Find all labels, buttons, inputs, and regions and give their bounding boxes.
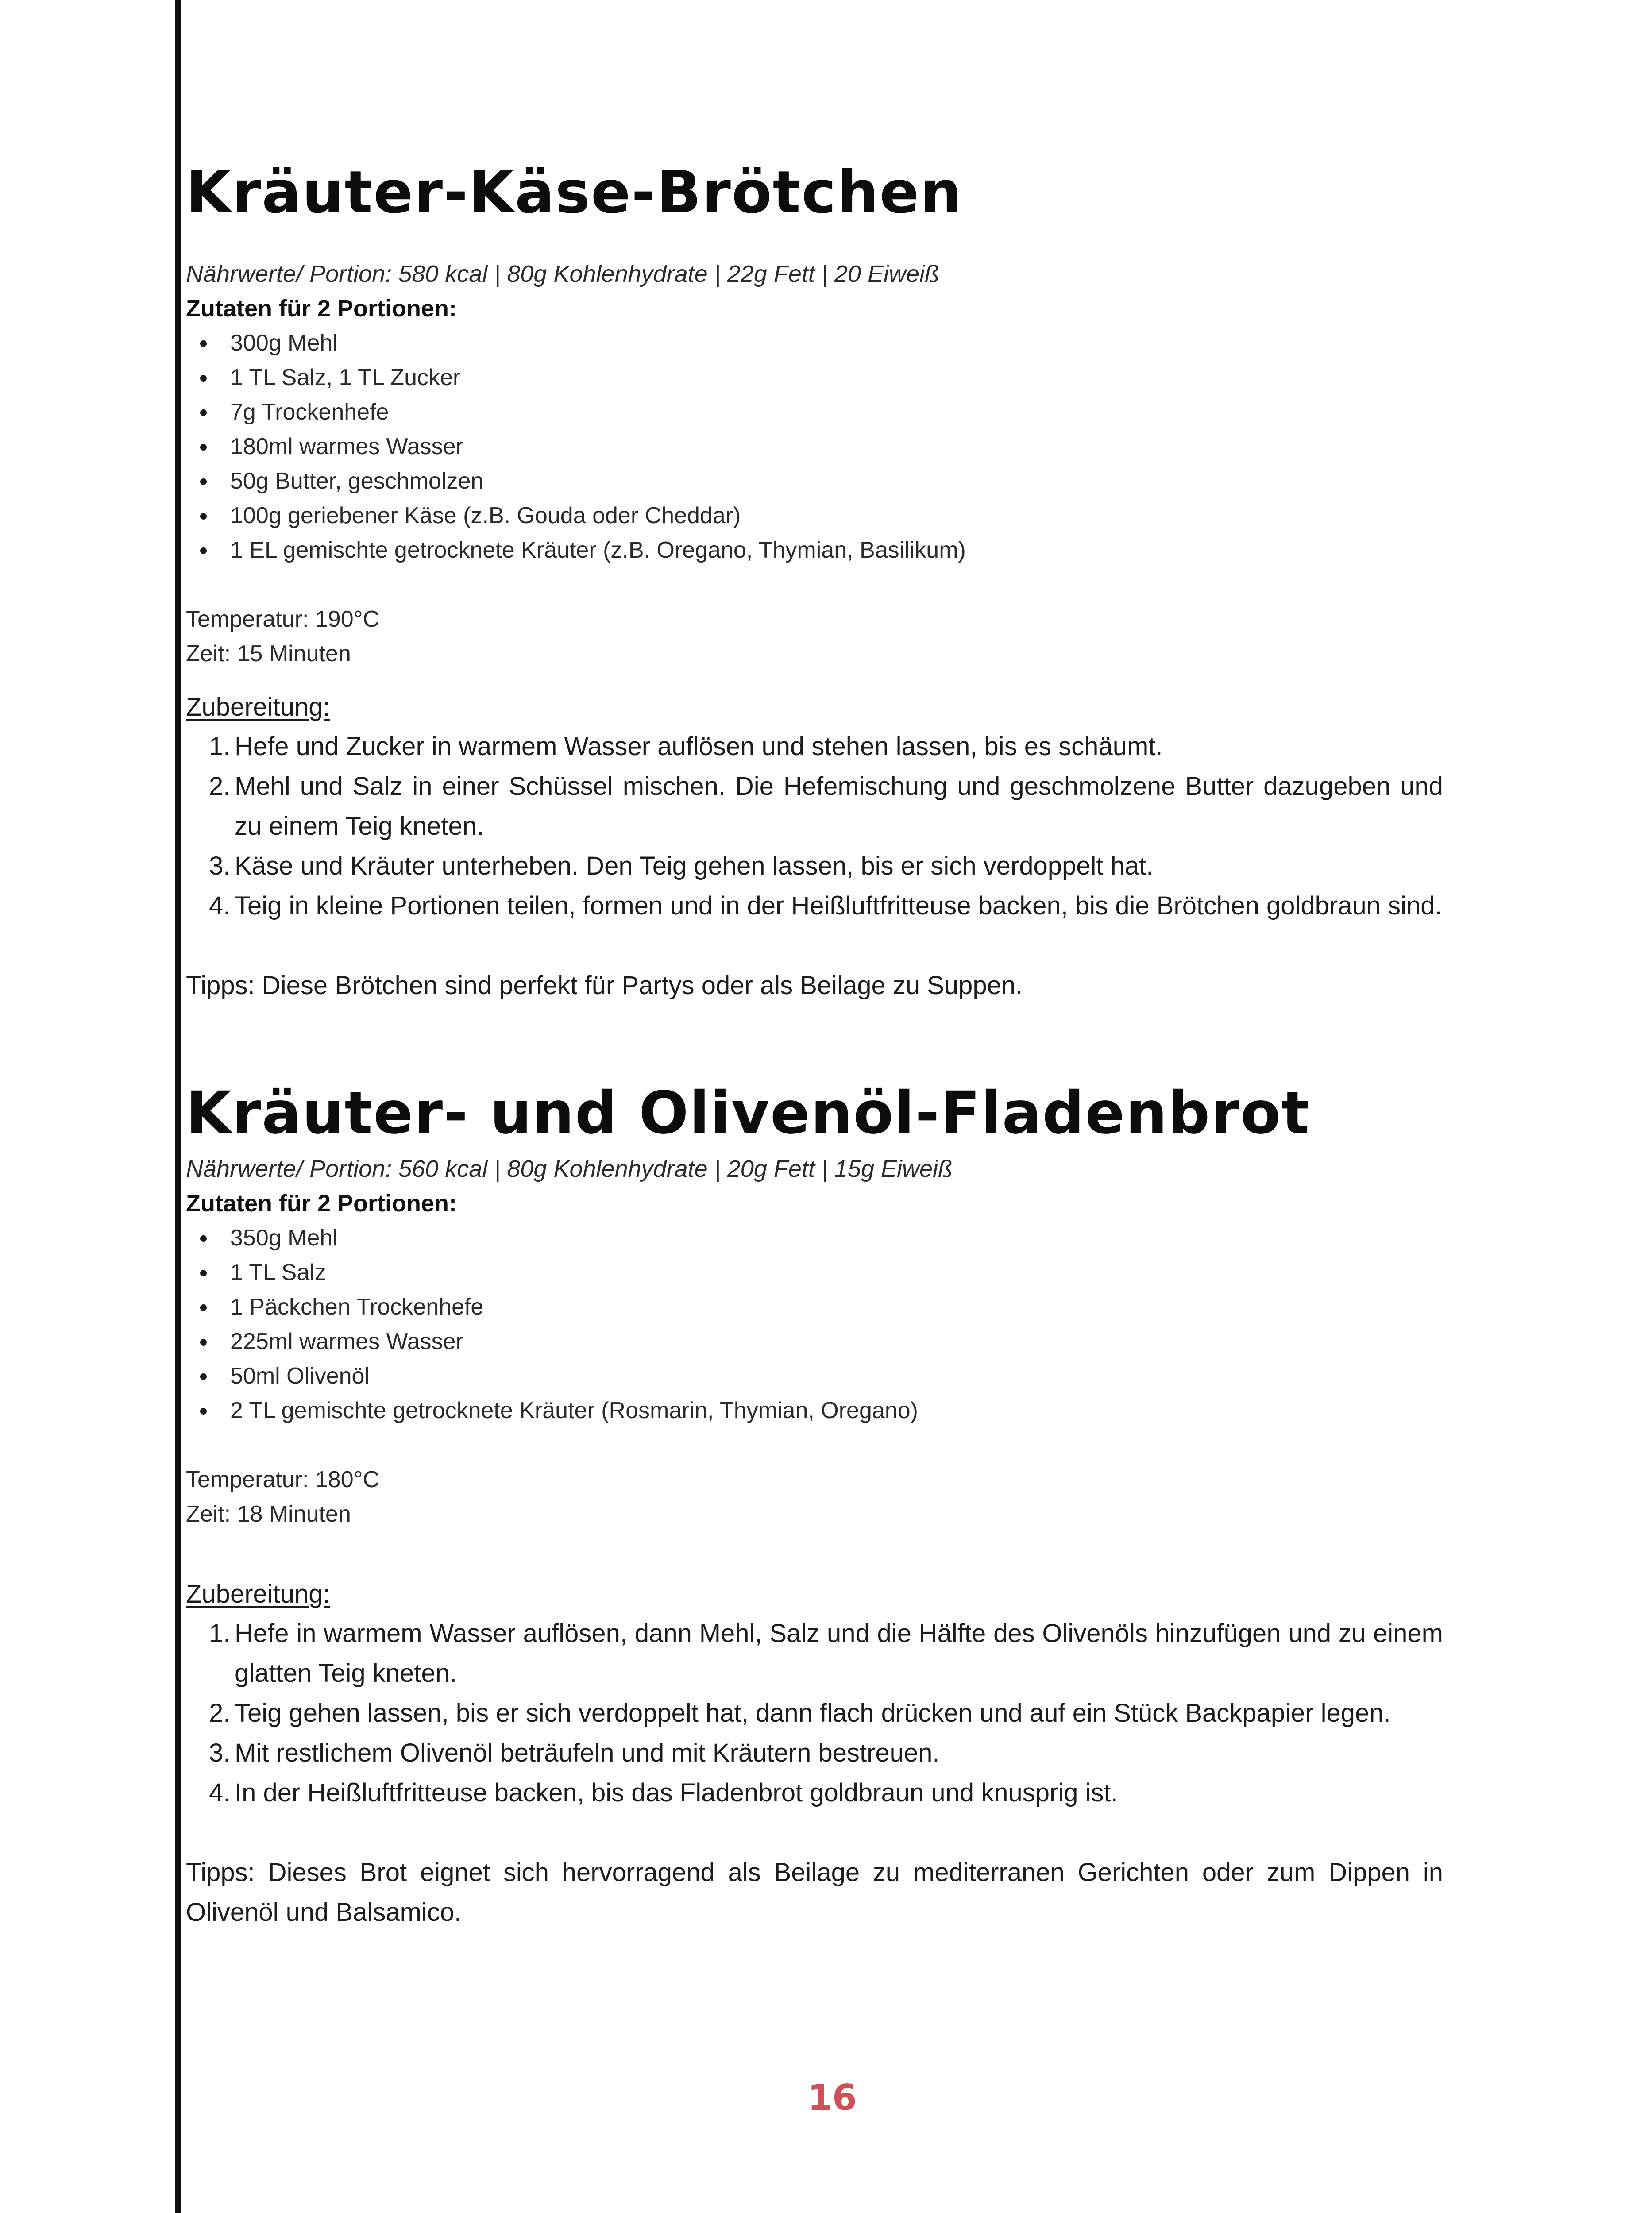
temperature: Temperatur: 190°C: [186, 606, 379, 632]
step-item: [209, 1614, 1443, 1693]
cooking-meta: [186, 1462, 1443, 1531]
page-number: 16: [807, 2077, 857, 2118]
step-number: 1.: [209, 732, 231, 761]
cooking-time: Zeit: 18 Minuten: [186, 1501, 351, 1527]
left-margin-rule: [175, 0, 181, 2213]
step-text: Teig gehen lassen, bis er sich verdoppelt hat, dann flach drücken und auf ein Stück Backpapier legen.: [235, 1699, 1391, 1727]
ingredients-list: [186, 1221, 1443, 1428]
step-number: 2.: [209, 772, 231, 801]
preparation-heading: Zubereitung:: [186, 693, 330, 721]
step-text: In der Heißluftfritteuse backen, bis das Fladenbrot goldbraun und knusprig ist.: [235, 1778, 1118, 1807]
step-item: [209, 886, 1443, 926]
ingredients-heading: Zutaten für 2 Portionen:: [186, 1190, 457, 1217]
ingredients-list: [186, 326, 1443, 567]
cooking-meta: [186, 602, 1443, 671]
ingredient-item: 1 Päckchen Trockenhefe: [230, 1290, 1443, 1324]
step-item: [209, 846, 1443, 886]
step-text: Hefe in warmem Wasser auflösen, dann Mehl, Salz und die Hälfte des Olivenöls hinzufügen und zu einem glatten Teig kneten.: [235, 1619, 1443, 1688]
preparation-steps: [186, 727, 1443, 926]
step-item: [209, 1733, 1443, 1773]
ingredient-item: 300g Mehl: [230, 326, 1443, 360]
ingredient-item: 50ml Olivenöl: [230, 1359, 1443, 1393]
step-number: 3.: [209, 852, 231, 880]
step-number: 1.: [209, 1619, 231, 1648]
step-text: Teig in kleine Portionen teilen, formen und in der Heißluftfritteuse backen, bis die Brötchen goldbraun sind.: [235, 891, 1442, 920]
step-number: 4.: [209, 891, 231, 920]
nutrition-info: Nährwerte/ Portion: 580 kcal | 80g Kohlenhydrate | 22g Fett | 20 Eiweiß: [186, 261, 940, 287]
recipe-section: [186, 1076, 1443, 1932]
preparation-heading: Zubereitung:: [186, 1580, 330, 1608]
step-item: [209, 727, 1443, 767]
step-number: 3.: [209, 1739, 231, 1767]
step-text: Hefe und Zucker in warmem Wasser auflösen und stehen lassen, bis es schäumt.: [235, 732, 1163, 761]
recipe-title: Kräuter- und Olivenöl-Fladenbrot: [186, 1079, 1311, 1147]
preparation-steps: [186, 1614, 1443, 1813]
tip-text: Tipps: Diese Brötchen sind perfekt für Partys oder als Beilage zu Suppen.: [186, 971, 1023, 1000]
ingredient-item: 350g Mehl: [230, 1221, 1443, 1255]
ingredient-item: 100g geriebener Käse (z.B. Gouda oder Cheddar): [230, 498, 1443, 533]
step-number: 2.: [209, 1699, 231, 1727]
recipe-title: Kräuter-Käse-Brötchen: [186, 158, 963, 227]
cooking-time: Zeit: 15 Minuten: [186, 641, 351, 667]
step-number: 4.: [209, 1778, 231, 1807]
ingredient-item: 50g Butter, geschmolzen: [230, 464, 1443, 498]
ingredient-item: 1 TL Salz, 1 TL Zucker: [230, 360, 1443, 395]
temperature: Temperatur: 180°C: [186, 1467, 379, 1492]
ingredients-heading: Zutaten für 2 Portionen:: [186, 295, 457, 322]
step-text: Mehl und Salz in einer Schüssel mischen. Die Hefemischung und geschmolzene Butter dazugeben und zu einem Teig kneten.: [235, 772, 1443, 840]
recipe-section: [186, 155, 1443, 1006]
step-text: Käse und Kräuter unterheben. Den Teig gehen lassen, bis er sich verdoppelt hat.: [235, 852, 1154, 880]
tip-text: Tipps: Dieses Brot eignet sich hervorragend als Beilage zu mediterranen Gerichten oder zum Dippen in Olivenöl und Balsamico.: [186, 1858, 1443, 1927]
step-item: [209, 1693, 1443, 1733]
ingredient-item: 1 EL gemischte getrocknete Kräuter (z.B. Oregano, Thymian, Basilikum): [230, 533, 1443, 567]
step-text: Mit restlichem Olivenöl beträufeln und mit Kräutern bestreuen.: [235, 1739, 940, 1767]
ingredient-item: 180ml warmes Wasser: [230, 429, 1443, 464]
step-item: [209, 767, 1443, 846]
ingredient-item: 7g Trockenhefe: [230, 395, 1443, 429]
ingredient-item: 225ml warmes Wasser: [230, 1324, 1443, 1359]
nutrition-info: Nährwerte/ Portion: 560 kcal | 80g Kohlenhydrate | 20g Fett | 15g Eiweiß: [186, 1156, 953, 1182]
ingredient-item: 1 TL Salz: [230, 1255, 1443, 1290]
step-item: [209, 1773, 1443, 1813]
ingredient-item: 2 TL gemischte getrocknete Kräuter (Rosmarin, Thymian, Oregano): [230, 1393, 1443, 1428]
